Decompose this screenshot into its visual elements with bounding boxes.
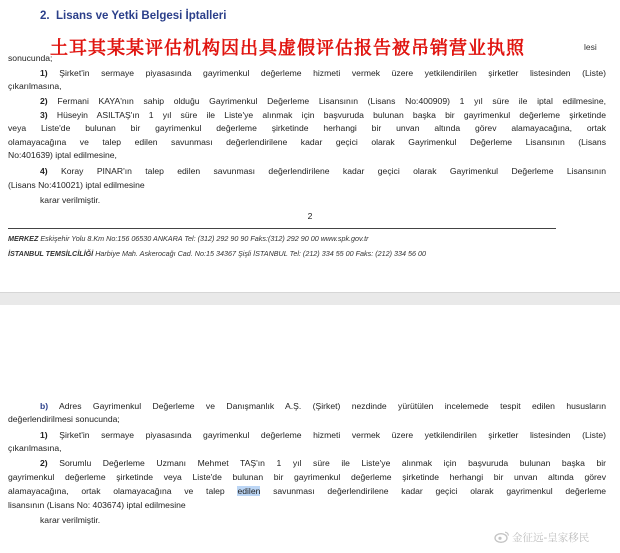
b-item-1-text-a: Şirket'in sermaye piyasasında gayrimenkul değerleme hizmeti vermek üzere yetkilendirilen şirketler listesinden (Liste) [59, 430, 607, 440]
b-item-2-number: 2) [40, 458, 48, 468]
page-number: 2 [307, 211, 313, 221]
footer-merkez-text: Eskişehir Yolu 8.Km No:156 06530 ANKARA Tel: (312) 292 90 90 Faks:(312) 292 90 00 www.spk.gov.tr [40, 234, 369, 243]
footer-istanbul-text: Harbiye Mah. Askerocağı Cad. No:15 34367 Şişli İSTANBUL Tel: (212) 334 55 00 Faks: (212) 334 56 00 [95, 249, 426, 258]
overlay-suffix-text: lesi [584, 42, 597, 52]
item-3-line-b: veya Liste'de bulunan bir gayrimenkul değerleme şirketinde herhangi bir unvan altında görev alamayacağına, ortak [8, 123, 606, 133]
b-intro-line-b: değerlendirilmesi sonucunda; [8, 414, 120, 424]
item-2 [40, 95, 606, 107]
weibo-watermark [494, 530, 589, 546]
document-page-bottom [0, 305, 620, 553]
b-item-2-line-b: gayrimenkul değerleme şirketinde veya Liste'de bulunan bir gayrimenkul değerleme şirketinde herhangi bir unvan altında görev [8, 472, 606, 482]
item-4-line-b: (Lisans No:410021) iptal edilmesine [8, 180, 145, 190]
item-3-number: 3) [40, 110, 48, 120]
b-letter: b) [40, 401, 49, 411]
highlighted-word[interactable]: edilen [237, 486, 261, 496]
b-item-2-text-a: Sorumlu Değerleme Uzmanı Mehmet TAŞ'ın 1 yıl süre ile Liste'ye alınmak için başvuruda bulunan başka bir [59, 458, 606, 468]
b-item-2-line-c [8, 485, 606, 497]
b-item-2-text-c-post: savunması değerlendirilene kadar geçici olarak gayrimenkul değerleme [273, 486, 607, 496]
item-3-line-a [40, 109, 606, 121]
item-1-text-a: Şirket'in sermaye piyasasında gayrimenkul değerleme hizmeti vermek üzere yetkilendirilen şirketler listesinden (Liste) [59, 68, 607, 78]
footer-istanbul [8, 249, 426, 258]
watermark-text: 金征远-皇家移民 [512, 532, 590, 544]
b-item-1-number: 1) [40, 430, 48, 440]
footer-merkez [8, 234, 369, 243]
page-separator [0, 292, 620, 306]
b-closing-text: karar verilmiştir. [40, 515, 101, 525]
item-1-number: 1) [40, 68, 48, 78]
closing-text: karar verilmiştir. [40, 195, 101, 205]
b-intro-text-a: Adres Gayrimenkul Değerleme ve Danışmanlık A.Ş. (Şirket) nezdinde yürütülen incelemede tespit edilen hususların [59, 401, 606, 411]
section-title: Lisans ve Yetki Belgesi İptalleri [55, 10, 227, 22]
item-3-text-a: Hüseyin ASILTAŞ'ın 1 yıl süre ile Liste'ye alınmak için başvuruda bulunan başka bir gayrimenkul değerleme şirketinde [56, 110, 606, 120]
section-number: 2. [40, 10, 50, 22]
b-item-2-text-c-pre: alamayacağına, ortak olamayacağına ve talep [8, 486, 225, 496]
item-2-text: Fermani KAYA'nın sahip olduğu Gayrimenkul Değerleme Lisansının (Lisans No:400909) 1 yıl süre ile iptal edilmesine, [57, 96, 606, 106]
footer-istanbul-label: İSTANBUL TEMSİLCİLİĞİ [8, 249, 94, 258]
b-intro-line-a [40, 400, 606, 412]
intro-end: sonucunda; [8, 53, 53, 63]
footer-merkez-label: MERKEZ [8, 234, 39, 243]
b-item-2-line-a [40, 457, 606, 469]
item-1-line-b: çıkarılmasına, [8, 81, 62, 91]
item-4-text-a: Koray PINAR'ın talep edilen savunması değerlendirilene kadar geçici olarak Gayrimenkul Değerleme Lisansının [61, 166, 606, 176]
item-3-line-c: olamayacağına ve talep edilen savunması değerlendirilene kadar geçici olarak Gayrimenkul Değerleme Lisansının (Lisans [8, 137, 606, 147]
footer-divider [8, 228, 556, 229]
b-item-1-line-a [40, 429, 606, 441]
item-2-number: 2) [40, 96, 48, 106]
item-1-line-a [40, 67, 606, 79]
weibo-icon [494, 530, 510, 546]
item-3-line-d: No:401639) iptal edilmesine, [8, 150, 117, 160]
b-item-2-line-d: lisansının (Lisans No: 403674) iptal edilmesine [8, 500, 186, 510]
item-4-number: 4) [40, 166, 48, 176]
overlay-caption: 土耳其某某评估机构因出具虚假评估报告被吊销营业执照 [50, 38, 525, 59]
section-heading [40, 10, 226, 22]
item-4-line-a [40, 165, 606, 177]
b-item-1-line-b: çıkarılmasına, [8, 443, 62, 453]
